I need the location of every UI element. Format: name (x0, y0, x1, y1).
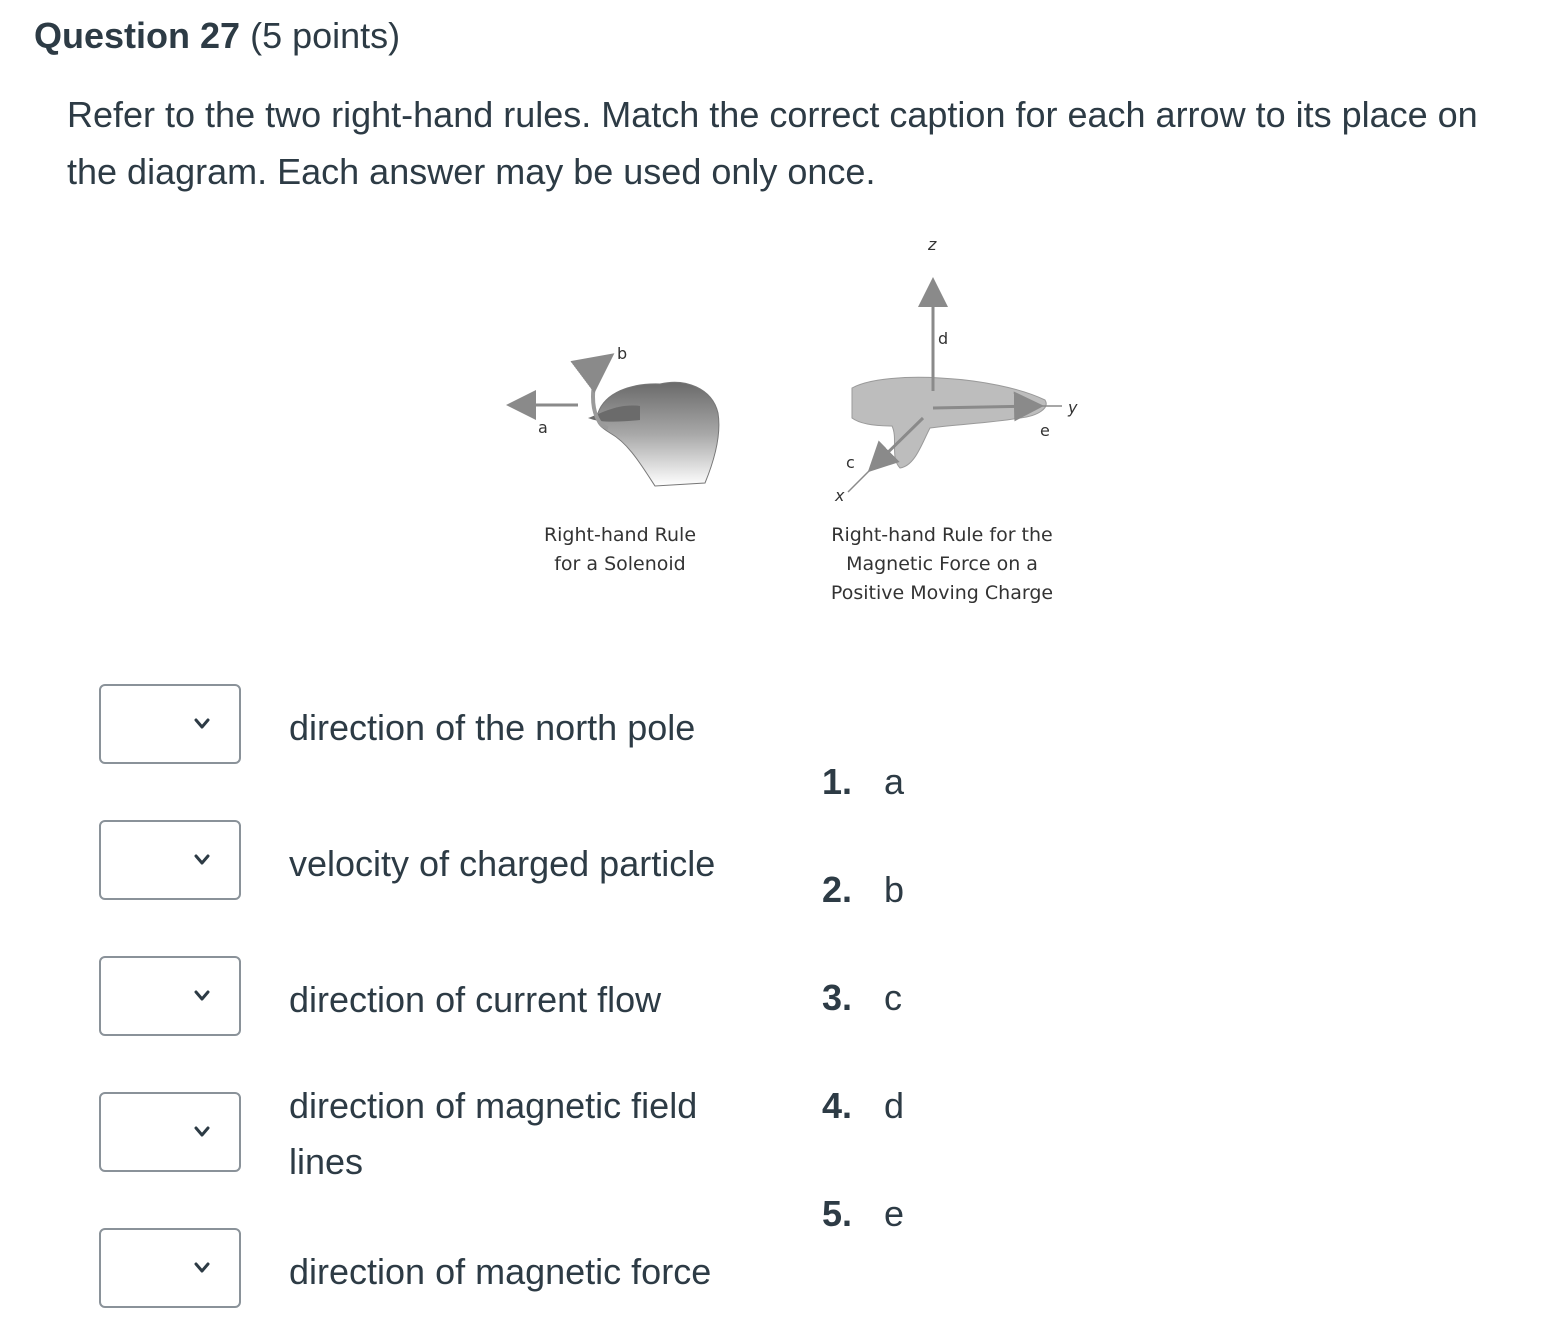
chevron-down-icon (194, 1126, 210, 1138)
answer-option-1 (822, 760, 904, 804)
label-y: y (1068, 398, 1078, 417)
chevron-down-icon (194, 854, 210, 866)
answer-option-3 (822, 976, 902, 1020)
match-text-2: velocity of charged particle (289, 843, 716, 884)
force-caption-line3: Positive Moving Charge (830, 582, 1054, 604)
label-e: e (1040, 421, 1050, 440)
fist-shape (597, 382, 719, 486)
answer-label: a (884, 761, 905, 802)
label-d: d (938, 329, 949, 348)
solenoid-hand-figure (512, 344, 719, 486)
answer-select-1[interactable] (99, 684, 241, 764)
chevron-down-icon (194, 1262, 210, 1274)
label-c: c (846, 453, 855, 472)
answer-label: b (884, 869, 905, 910)
answer-option-4 (822, 1084, 904, 1128)
match-text-5: direction of magnetic force (289, 1251, 712, 1292)
answer-option-2 (822, 868, 904, 912)
answer-select-3[interactable] (99, 956, 241, 1036)
arrow-e (933, 406, 1038, 408)
answer-number: 2. (822, 869, 853, 910)
chevron-down-icon (194, 718, 210, 730)
answer-select-2[interactable] (99, 820, 241, 900)
answer-option-5 (822, 1192, 904, 1236)
answer-number: 1. (822, 761, 853, 802)
flat-hand-shape (852, 377, 1046, 468)
answer-select-5[interactable] (99, 1228, 241, 1308)
answer-number: 3. (822, 977, 853, 1018)
question-title: Question 27 (34, 15, 241, 56)
match-text-4: direction of magnetic field lines (289, 1085, 698, 1182)
match-text-1: direction of the north pole (289, 707, 696, 748)
diagram-svg (490, 228, 1110, 628)
question-points: (5 points) (250, 15, 401, 56)
answer-label: e (884, 1193, 905, 1234)
label-x: x (835, 486, 845, 505)
question-prompt: Refer to the two right-hand rules. Match the correct caption for each arrow to its place on the diagram. Each answer may be used only once. (67, 94, 1478, 192)
answer-label: c (884, 977, 902, 1018)
answer-number: 4. (822, 1085, 853, 1126)
x-axis-line (848, 470, 870, 492)
answer-select-4[interactable] (99, 1092, 241, 1172)
force-caption-line2: Magnetic Force on a (846, 553, 1038, 575)
solenoid-caption-line2: for a Solenoid (554, 553, 686, 575)
label-b: b (617, 344, 628, 363)
label-a: a (538, 418, 548, 437)
force-caption-line1: Right-hand Rule for the (831, 524, 1053, 546)
answer-label: d (884, 1085, 905, 1126)
match-text-3: direction of current flow (289, 979, 662, 1020)
solenoid-caption-line1: Right-hand Rule (543, 524, 697, 546)
force-hand-figure (834, 235, 1078, 505)
right-hand-rules-diagram (490, 228, 1110, 628)
label-z: z (928, 235, 937, 254)
chevron-down-icon (194, 990, 210, 1002)
question-header (34, 14, 400, 58)
answer-number: 5. (822, 1193, 853, 1234)
